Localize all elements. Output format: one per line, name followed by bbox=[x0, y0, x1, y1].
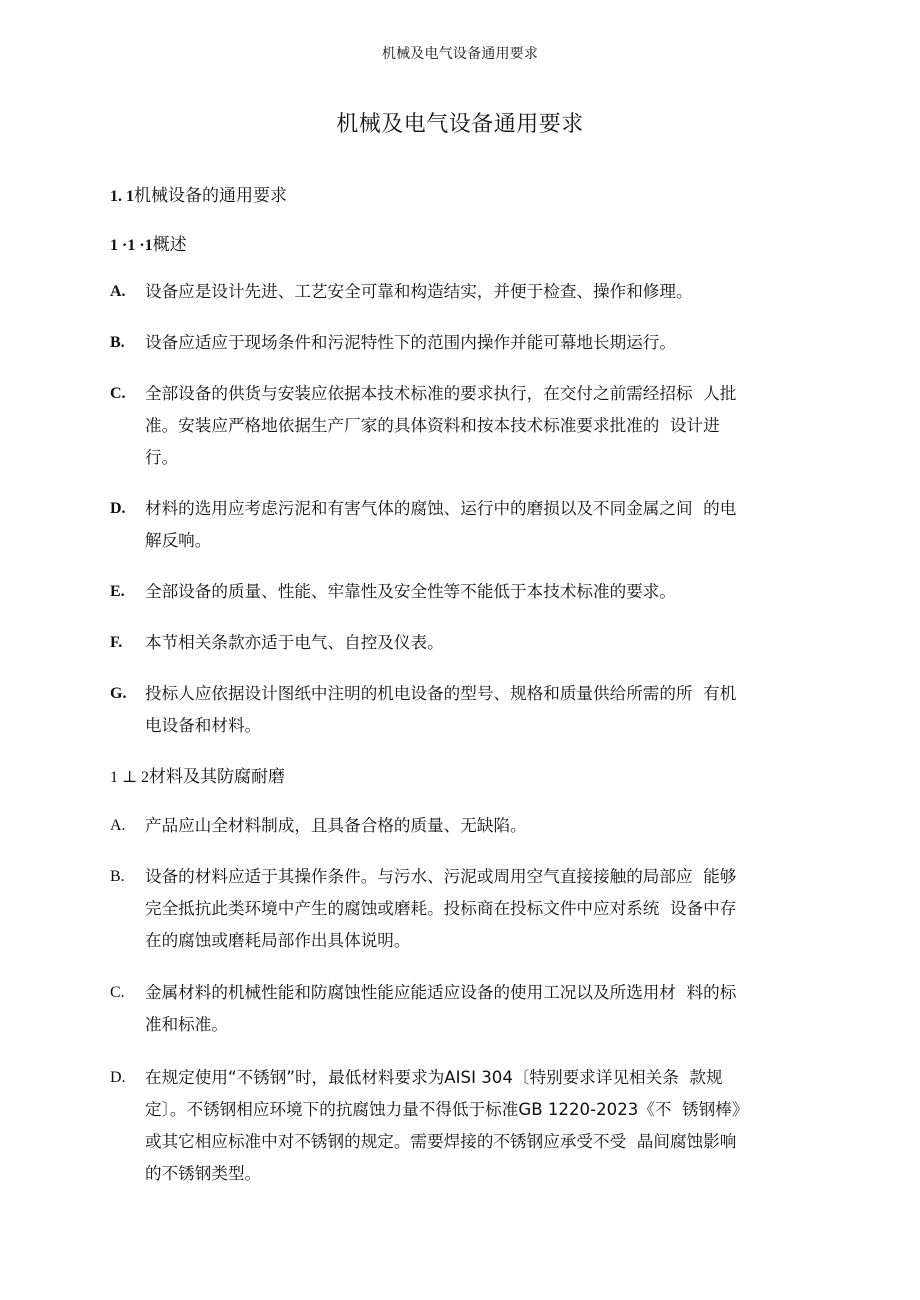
section-title: 概述 bbox=[152, 235, 187, 255]
item-label: A. bbox=[110, 817, 126, 834]
item-line: 全部设备的供货与安装应依据本技术标准的要求执行，在交付之前需经招标 人批 bbox=[145, 384, 737, 403]
item-label: C. bbox=[110, 385, 126, 402]
item-line: 电设备和材料。 bbox=[145, 716, 262, 735]
item-text bbox=[145, 977, 810, 1041]
item-line: 或其它相应标准中对不锈钢的规定。需要焊接的不锈钢应承受不受 晶间腐蚀影响 bbox=[145, 1132, 737, 1151]
item-label: B. bbox=[110, 868, 125, 885]
item-label: D. bbox=[110, 1069, 126, 1086]
list-item-e bbox=[110, 576, 810, 608]
item-line: 设备的材料应适于其操作条件。与污水、污泥或周用空气直接接触的局部应 能够 bbox=[145, 867, 737, 886]
item-line: 投标人应依据设计图纸中注明的机电设备的型号、规格和质量供给所需的所 有机 bbox=[145, 684, 737, 703]
item-line: 设备应是设计先进、工艺安全可靠和构造结实，并便于检查、操作和修理。 bbox=[145, 282, 693, 301]
item-text bbox=[145, 378, 810, 474]
item-line: 全部设备的质量、性能、牢靠性及安全性等不能低于本技术标准的要求。 bbox=[145, 582, 676, 601]
item-text bbox=[145, 276, 810, 308]
item-label: C. bbox=[110, 984, 125, 1001]
section-number: 1 ·1 ·1 bbox=[110, 237, 153, 254]
list-item-b bbox=[110, 861, 810, 957]
list-item-b bbox=[110, 327, 810, 359]
list-item-d bbox=[110, 493, 810, 557]
item-label: G. bbox=[110, 685, 127, 702]
item-label: D. bbox=[110, 500, 126, 517]
item-text bbox=[145, 627, 810, 659]
item-line: 在的腐蚀或磨耗局部作出具体说明。 bbox=[145, 931, 411, 950]
section-heading-1-1 bbox=[110, 181, 287, 206]
list-item-c bbox=[110, 977, 810, 1041]
list-item-a bbox=[110, 810, 810, 842]
list-item-d bbox=[110, 1062, 810, 1190]
item-text bbox=[145, 810, 810, 842]
item-text bbox=[145, 861, 810, 957]
item-line: 金属材料的机械性能和防腐蚀性能应能适应设备的使用工况以及所选用材 料的标 bbox=[145, 983, 737, 1002]
list-item-g bbox=[110, 678, 810, 742]
item-label: A. bbox=[110, 283, 126, 300]
item-line: 在规定使用“不锈钢”时，最低材料要求为AISI 304〔特别要求详见相关条 款规 bbox=[145, 1068, 723, 1087]
item-text bbox=[145, 678, 810, 742]
list-item-f bbox=[110, 627, 810, 659]
running-header: 机械及电气设备通用要求 bbox=[381, 46, 539, 62]
item-text bbox=[145, 493, 810, 557]
item-line: 行。 bbox=[145, 448, 179, 467]
section-number: 1. 1 bbox=[110, 188, 134, 205]
document-title: 机械及电气设备通用要求 bbox=[336, 112, 584, 137]
item-label: E. bbox=[110, 583, 125, 600]
item-line: 完全抵抗此类环境中产生的腐蚀或磨耗。投标商在投标文件中应对系统 设备中存 bbox=[145, 899, 737, 918]
item-line: 准和标准。 bbox=[145, 1015, 228, 1034]
item-label: B. bbox=[110, 334, 125, 351]
list-item-a bbox=[110, 276, 810, 308]
item-line: 解反响。 bbox=[145, 531, 212, 550]
section-heading-1-1-2 bbox=[110, 762, 285, 787]
section-heading-1-1-1 bbox=[110, 230, 187, 255]
item-line: 的不锈钢类型。 bbox=[145, 1164, 262, 1183]
item-line: 材料的选用应考虑污泥和有害气体的腐蚀、运行中的磨损以及不同金属之间 的电 bbox=[145, 499, 737, 518]
section-number: 1 ⊥ 2 bbox=[110, 769, 150, 786]
list-item-c bbox=[110, 378, 810, 474]
item-line: 产品应山全材料制成，且具备合格的质量、无缺陷。 bbox=[145, 816, 527, 835]
item-line: 准。安装应严格地依据生产厂家的具体资料和按本技术标准要求批准的 设计进 bbox=[145, 416, 720, 435]
item-text bbox=[145, 1062, 810, 1190]
item-text bbox=[145, 327, 810, 359]
item-line: 设备应适应于现场条件和污泥特性下的范围内操作并能可幕地长期运行。 bbox=[145, 333, 676, 352]
item-line: 本节相关条款亦适于电气、自控及仪表。 bbox=[145, 633, 444, 652]
section-title: 机械设备的通用要求 bbox=[134, 186, 287, 206]
item-line: 定〕。不锈钢相应环境下的抗腐蚀力量不得低于标准GB 1220-2023《不 锈钢棒》 bbox=[145, 1100, 749, 1119]
section-title: 材料及其防腐耐磨 bbox=[149, 767, 286, 787]
item-label: F. bbox=[110, 634, 123, 651]
item-text bbox=[145, 576, 810, 608]
